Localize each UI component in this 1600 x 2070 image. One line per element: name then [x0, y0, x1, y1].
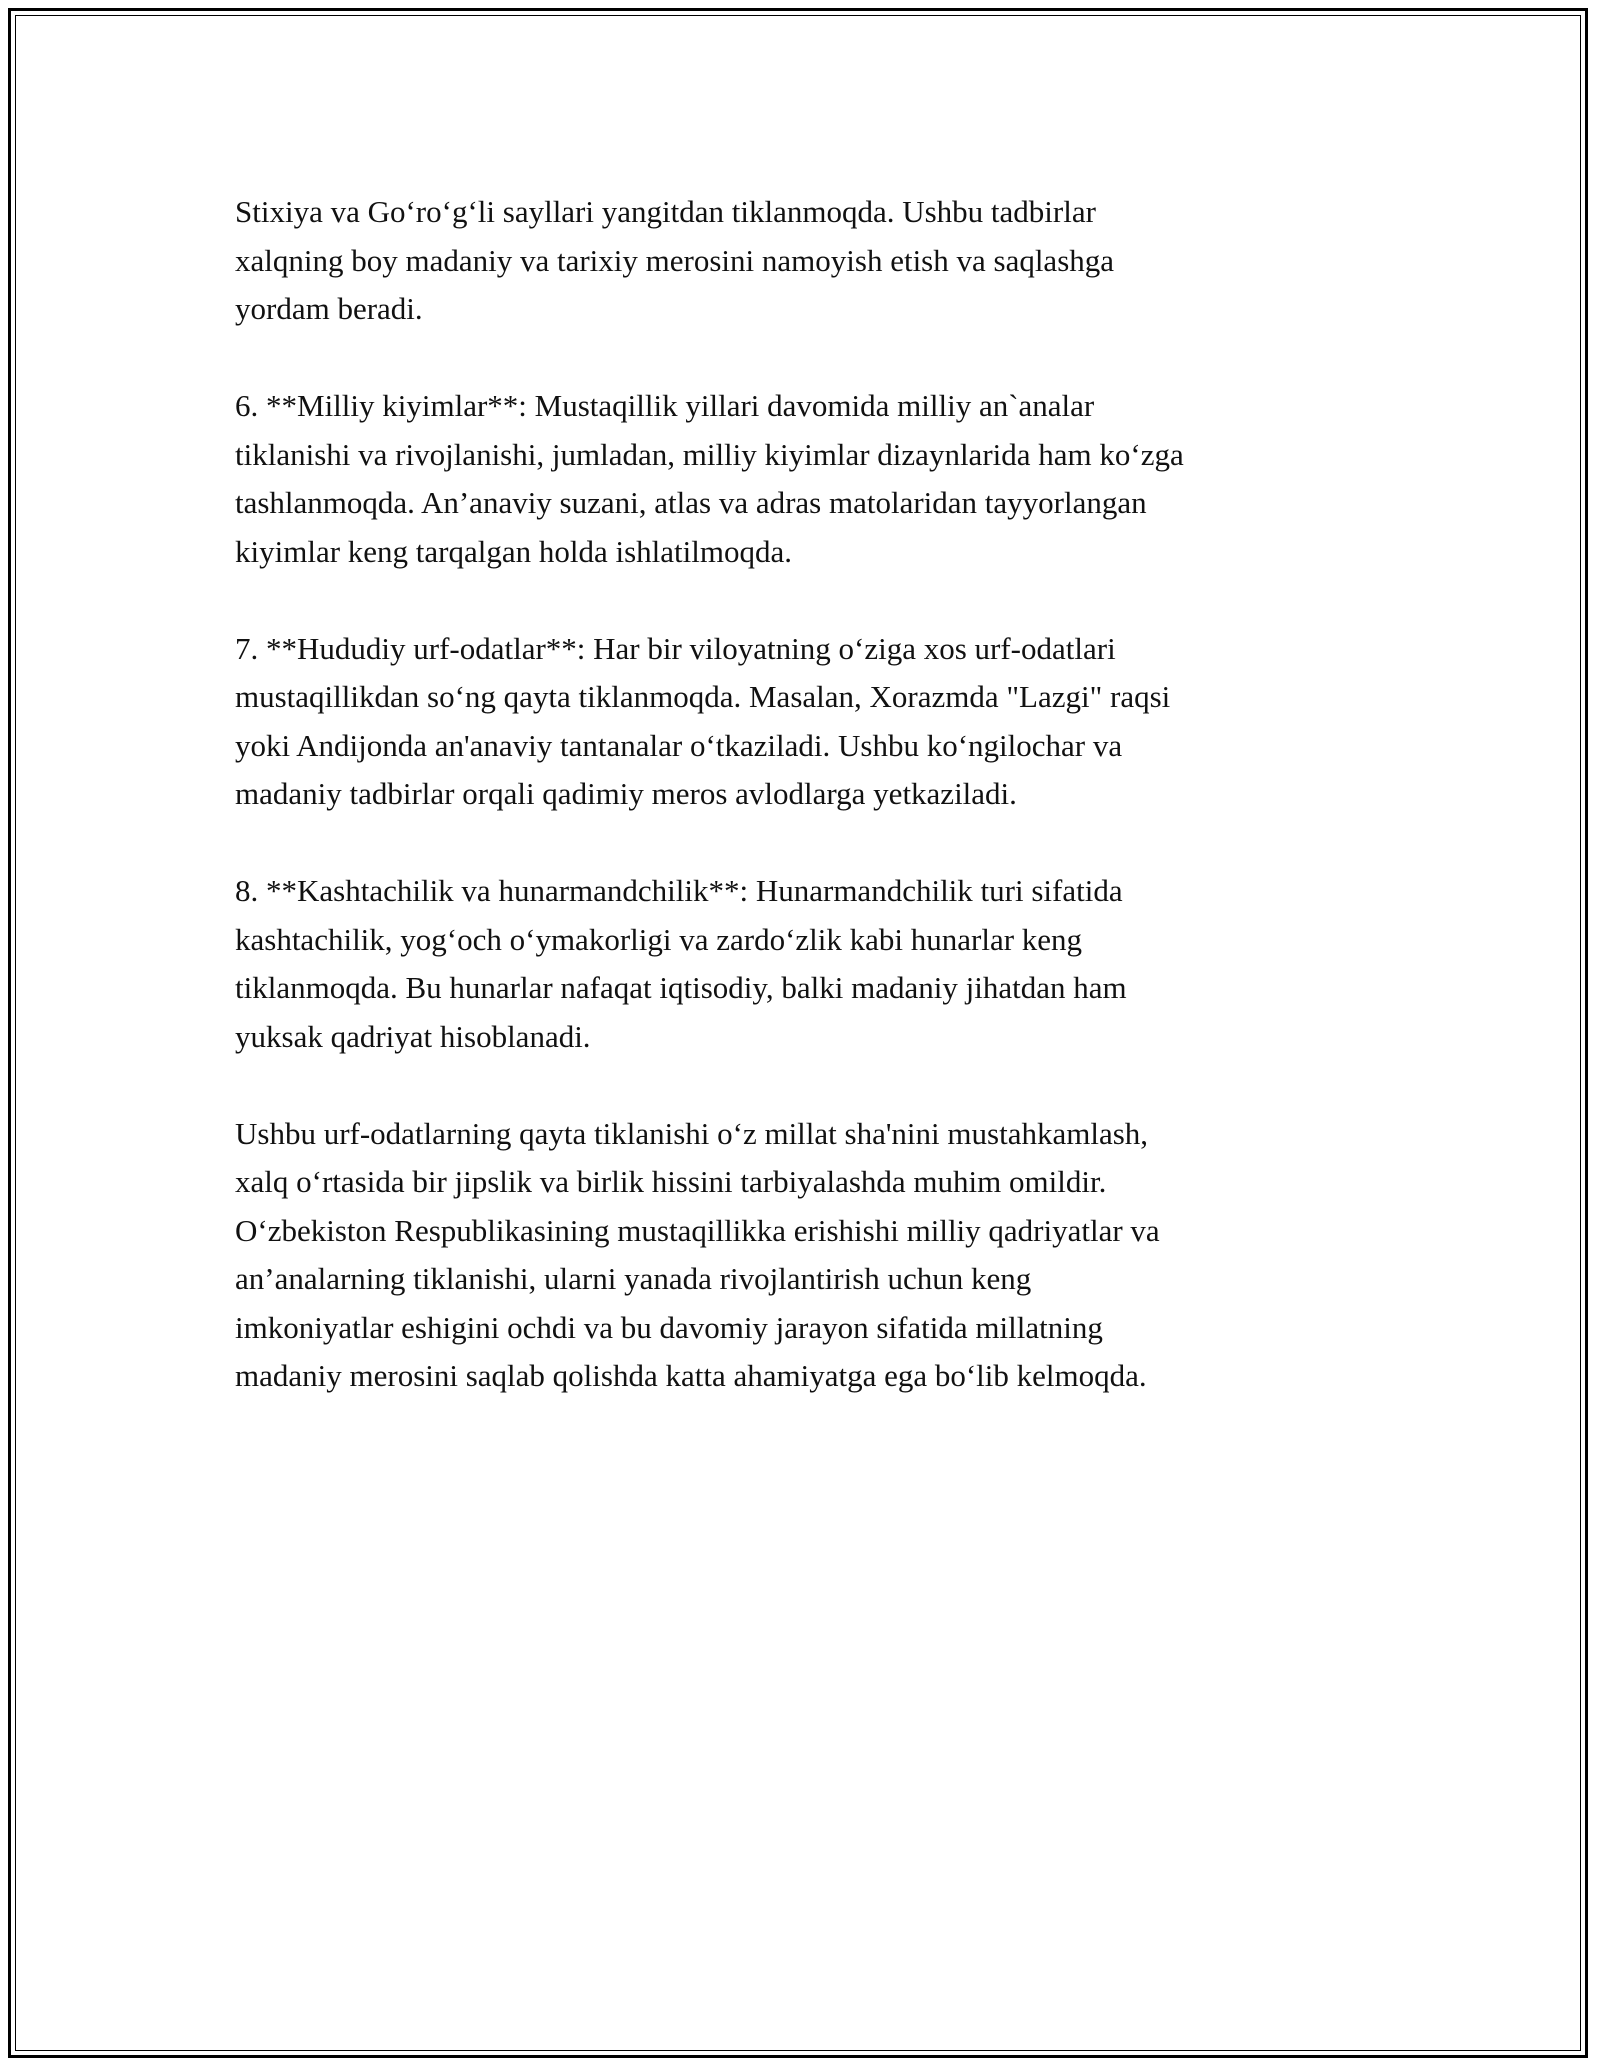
- paragraph-hududiy-urf-odatlar: 7. **Hududiy urf-odatlar**: Har bir viloyatning o‘ziga xos urf-odatlari mustaqillikdan so‘ng qayta tiklanmoqda. Masalan, Xorazmda "Lazgi" raqsi yoki Andijonda an'anaviy tantanalar o‘tkaziladi. Ushbu ko‘ngilochar va madaniy tadbirlar orqali qadimiy meros avlodlarga yetkaziladi.: [235, 630, 1171, 811]
- paragraph-sayllar: Stixiya va Go‘ro‘g‘li sayllari yangitdan tiklanmoqda. Ushbu tadbirlar xalqning boy madaniy va tarixiy merosini namoyish etish va saqlashga yordam beradi.: [235, 194, 1115, 326]
- paragraph-milliy-kiyimlar: 6. **Milliy kiyimlar**: Mustaqillik yillari davomida milliy an`analar tiklanishi va rivojlanishi, jumladan, milliy kiyimlar dizaynlarida ham ko‘zga tashlanmoqda. An’anaviy suzani, atlas va adras matolaridan tayyorlangan kiyimlar keng tarqalgan holda ishlatilmoqda.: [235, 388, 1184, 569]
- paragraph-kashtachilik: 8. **Kashtachilik va hunarmandchilik**: Hunarmandchilik turi sifatida kashtachilik, yog‘och o‘ymakorligi va zardo‘zlik kabi hunarlar keng tiklanmoqda. Bu hunarlar nafaqat iqtisodiy, balki madaniy jihatdan ham yuksak qadriyat hisoblanadi.: [235, 873, 1127, 1054]
- document-body: [235, 188, 1385, 1449]
- paragraph-conclusion: Ushbu urf-odatlarning qayta tiklanishi o‘z millat sha'nini mustahkamlash, xalq o‘rtasida bir jipslik va birlik hissini tarbiyalashda muhim omildir. O‘zbekiston Respublikasining mustaqillikka erishishi milliy qadriyatlar va an’analarning tiklanishi, ularni yanada rivojlantirish uchun keng imkoniyatlar eshigini ochdi va bu davomiy jarayon sifatida millatning madaniy merosini saqlab qolishda katta ahamiyatga ega bo‘lib kelmoqda.: [235, 1115, 1160, 1393]
